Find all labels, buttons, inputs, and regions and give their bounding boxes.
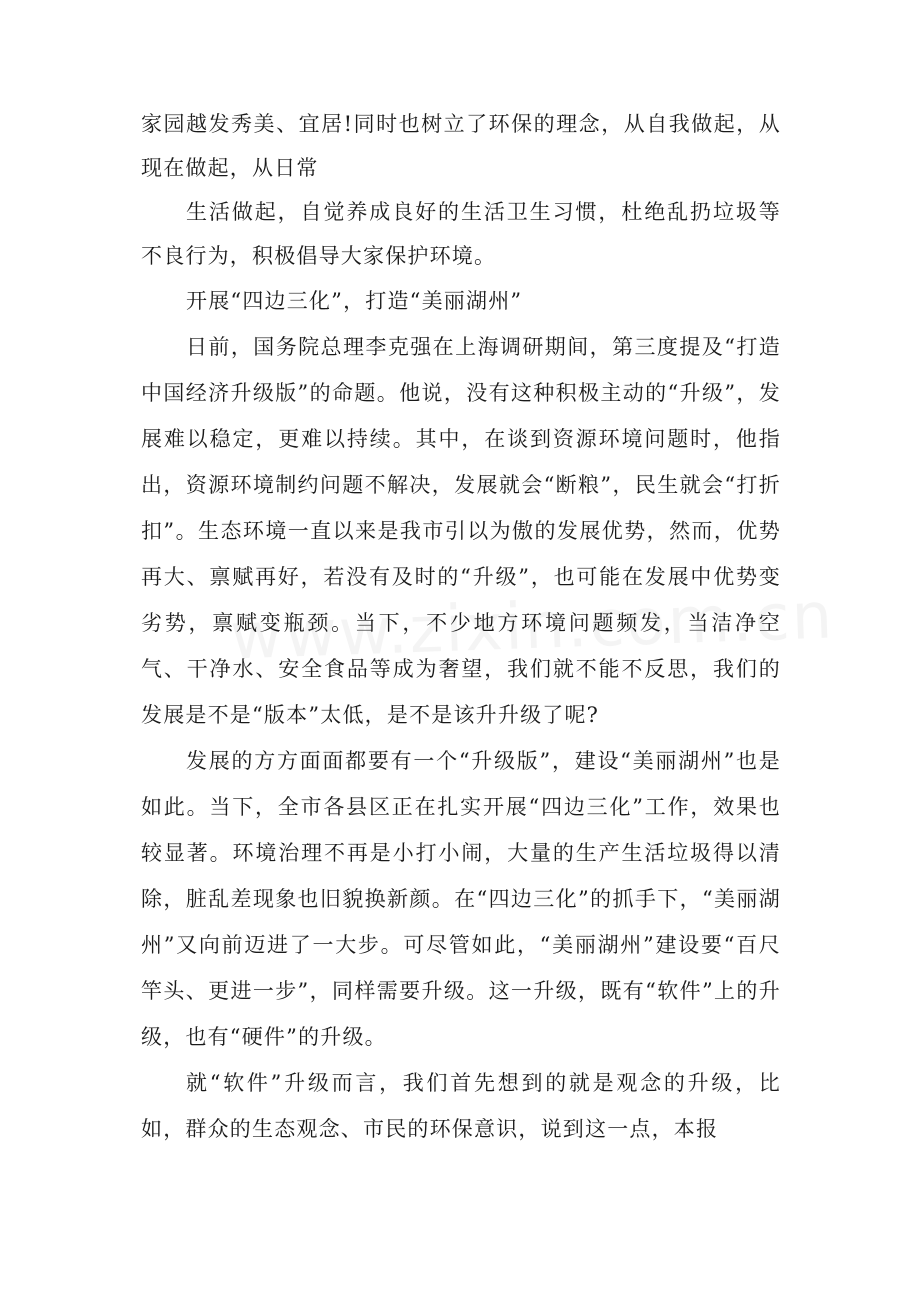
paragraph-1: 家园越发秀美、宜居!同时也树立了环保的理念，从自我做起，从现在做起，从日常	[141, 112, 781, 180]
paragraph-5: 就“软件”升级而言，我们首先想到的就是观念的升级，比如，群众的生态观念、市民的环保意识，说到这一点，本报	[141, 1071, 781, 1141]
paragraph-3: 日前，国务院总理李克强在上海调研期间，第三度提及“打造中国经济升级版”的命题。他说，没有这种积极主动的“升级”，发展难以稳定，更难以持续。其中，在谈到资源环境问题时，他指出，资源环境制约问题不解决，发展就会“断粮”，民生就会“打折扣”。生态环境一直以来是我市引以为傲的发展优势，然而，优势再大、禀赋再好，若没有及时的“升级”，也可能在发展中优势变劣势，禀赋变瓶颈。当下，不少地方环境问题频发，当洁净空气、干净水、安全食品等成为奢望，我们就不能不反思，我们的发展是不是“版本”太低，是不是该升升级了呢?	[141, 335, 781, 727]
document-body	[141, 102, 781, 1152]
paragraph-2: 生活做起，自觉养成良好的生活卫生习惯，杜绝乱扔垃圾等不良行为，积极倡导大家保护环境。	[141, 200, 781, 268]
paragraph-4: 发展的方方面面都要有一个“升级版”，建设“美丽湖州”也是如此。当下，全市各县区正在扎实开展“四边三化”工作，效果也较显著。环境治理不再是小打小闹，大量的生产生活垃圾得以清除，脏乱差现象也旧貌换新颜。在“四边三化”的抓手下，“美丽湖州”又向前迈进了一大步。可尽管如此，“美丽湖州”建设要“百尺竿头、更进一步”，同样需要升级。这一升级，既有“软件”上的升级，也有“硬件”的升级。	[141, 749, 781, 1049]
paragraph-heading: 开展“四边三化”，打造“美丽湖州”	[186, 289, 523, 313]
